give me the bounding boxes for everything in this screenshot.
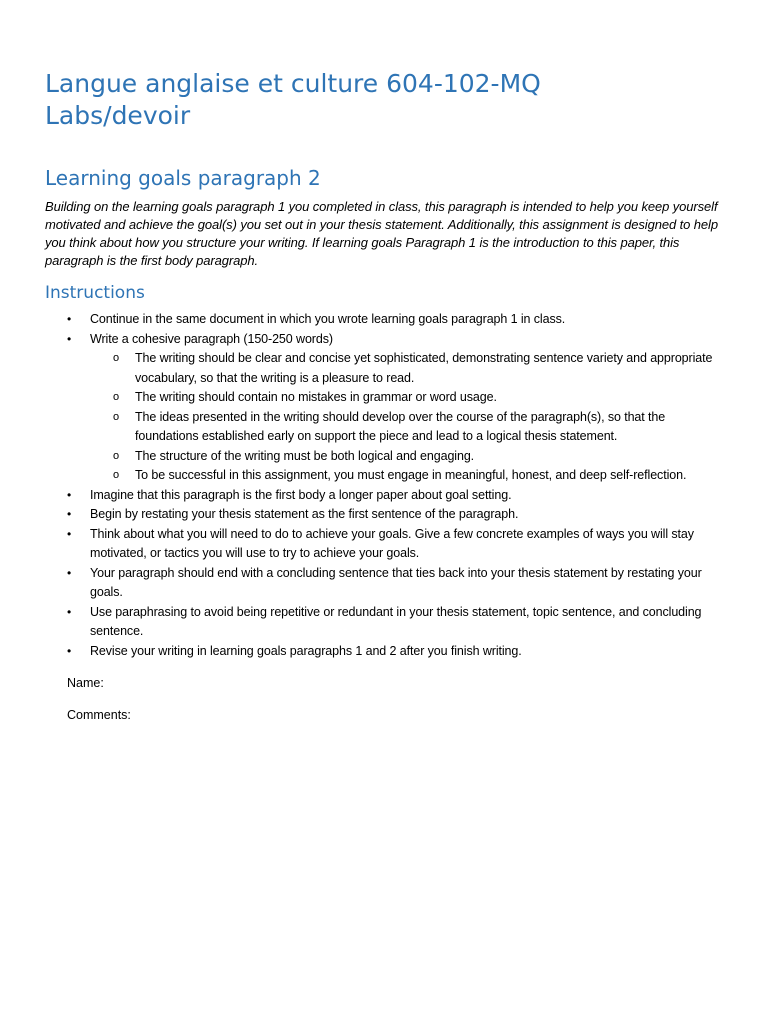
sub-instruction-text: The ideas presented in the writing should develop over the course of the paragraph(s), so that the foundations established early on support the piece and lead to a logical thesis statement. bbox=[135, 409, 666, 443]
bullet-icon: • bbox=[67, 331, 72, 346]
section-heading: Learning goals paragraph 2 bbox=[45, 166, 321, 190]
sub-bullet-icon: o bbox=[113, 469, 120, 481]
instructions-heading: Instructions bbox=[45, 283, 145, 303]
sub-instruction-item bbox=[113, 408, 725, 447]
instruction-item bbox=[0, 310, 725, 330]
instruction-item bbox=[0, 642, 725, 662]
bullet-icon: • bbox=[67, 604, 72, 619]
instruction-text: Use paraphrasing to avoid being repetitive or redundant in your thesis statement, topic sentence, and concluding sentence. bbox=[90, 604, 702, 638]
title-line-1: Langue anglaise et culture 604-102-MQ bbox=[45, 69, 541, 98]
instruction-text: Begin by restating your thesis statement as the first sentence of the paragraph. bbox=[90, 507, 519, 521]
sub-instruction-item bbox=[113, 349, 725, 388]
instruction-item bbox=[0, 486, 725, 506]
instruction-item bbox=[0, 564, 725, 603]
name-label: Name: bbox=[67, 676, 104, 690]
sub-instruction-text: To be successful in this assignment, you must engage in meaningful, honest, and deep self-reflection. bbox=[135, 468, 687, 482]
instruction-text: Imagine that this paragraph is the first body a longer paper about goal setting. bbox=[90, 487, 512, 502]
sub-instruction-item bbox=[113, 447, 725, 467]
bullet-icon: • bbox=[67, 565, 72, 580]
bullet-icon: • bbox=[67, 507, 72, 521]
sub-bullet-icon: o bbox=[113, 410, 120, 423]
bullet-icon: • bbox=[67, 487, 72, 502]
instruction-text: Your paragraph should end with a concluding sentence that ties back into your thesis statement by restating your goals. bbox=[90, 565, 702, 599]
sub-instruction-item bbox=[113, 466, 725, 486]
comments-label: Comments: bbox=[67, 708, 131, 722]
sub-bullet-icon: o bbox=[113, 391, 120, 403]
bullet-icon: • bbox=[67, 643, 72, 658]
sub-instruction-text: The structure of the writing must be both logical and engaging. bbox=[135, 448, 475, 463]
intro-paragraph: Building on the learning goals paragraph 1 you completed in class, this paragraph is intended to help you keep yourself motivated and achieve the goal(s) you set out in your thesis statement. Additionally, this assignment is designed to help you think about how you structure your writing. If learning goals Paragraph 1 is the introduction to this paper, this paragraph is the first body paragraph. bbox=[45, 199, 718, 268]
sub-bullet-icon: o bbox=[113, 449, 120, 462]
instruction-item bbox=[0, 603, 725, 642]
sub-instructions-list bbox=[90, 349, 725, 486]
sub-instruction-text: The writing should contain no mistakes in grammar or word usage. bbox=[135, 390, 497, 404]
instruction-item bbox=[0, 525, 725, 564]
sub-instruction-text: The writing should be clear and concise yet sophisticated, demonstrating sentence variety and appropriate vocabulary, so that the writing is a pleasure to read. bbox=[135, 351, 713, 385]
title-line-2: Labs/devoir bbox=[45, 101, 191, 130]
document-title bbox=[45, 68, 541, 132]
instruction-text: Revise your writing in learning goals paragraphs 1 and 2 after you finish writing. bbox=[90, 643, 522, 658]
instruction-text: Think about what you will need to do to achieve your goals. Give a few concrete examples of ways you will stay motivated, or tactics you will use to try to achieve your goals. bbox=[90, 526, 694, 560]
sub-bullet-icon: o bbox=[113, 352, 120, 364]
bullet-icon: • bbox=[67, 312, 72, 326]
instruction-text: Write a cohesive paragraph (150-250 words) bbox=[90, 331, 333, 346]
instruction-text: Continue in the same document in which you wrote learning goals paragraph 1 in class. bbox=[90, 312, 566, 326]
instruction-item bbox=[0, 330, 725, 486]
instruction-item bbox=[0, 505, 725, 525]
bullet-icon: • bbox=[67, 526, 72, 541]
instructions-list bbox=[0, 310, 768, 661]
sub-instruction-item bbox=[113, 388, 725, 408]
